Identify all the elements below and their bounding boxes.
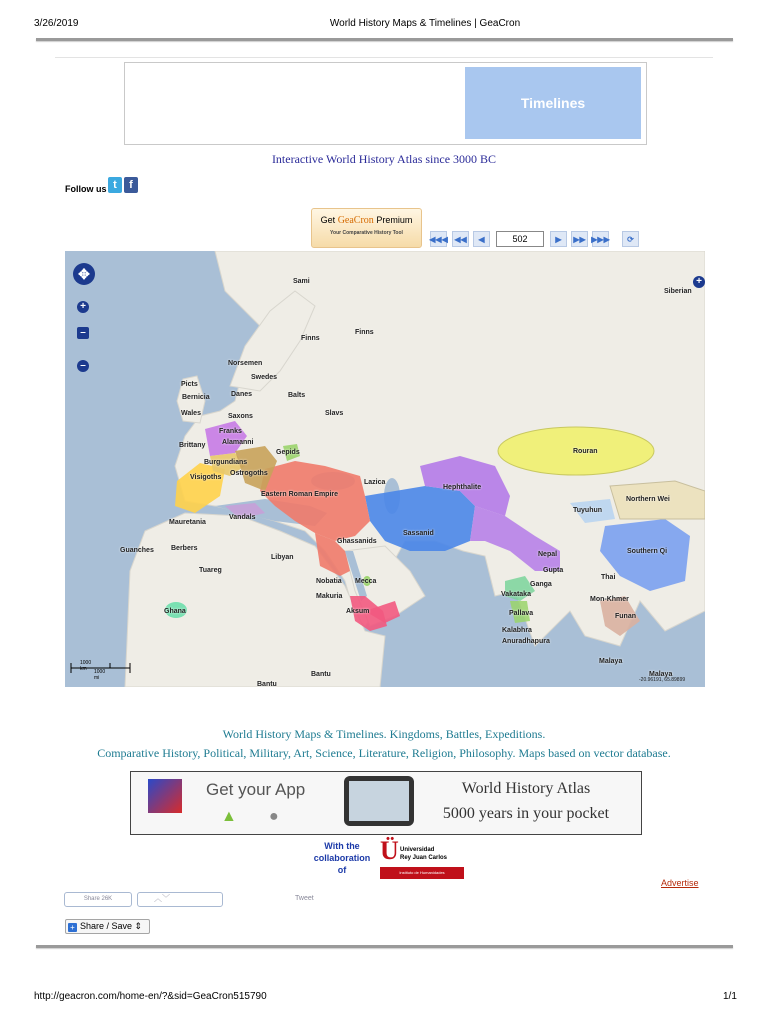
- map-label: Anuradhapura: [502, 638, 550, 645]
- map-label: Norsemen: [228, 360, 263, 367]
- urjc-line1: Universidad: [400, 847, 435, 853]
- map-label: Danes: [231, 391, 253, 398]
- map-label: Slavs: [325, 410, 344, 417]
- premium-get: Get: [320, 215, 336, 225]
- map-label: Mon-Khmer: [590, 596, 629, 603]
- map-label: Gupta: [543, 567, 564, 574]
- map-svg: [65, 251, 705, 687]
- premium-word: Premium: [376, 215, 413, 225]
- follow-us-label: Follow us: [65, 184, 107, 194]
- map-label: Finns: [301, 335, 320, 342]
- map-label: Funan: [615, 613, 636, 620]
- map-label: Picts: [181, 381, 198, 388]
- vote-arrows-icon[interactable]: ︿﹀: [154, 894, 170, 903]
- print-page: 1/1: [723, 991, 737, 1002]
- share-plus-icon: +: [68, 923, 77, 932]
- map-label: Vakataka: [501, 591, 531, 598]
- map-coordinates: -20.96191, 65.89899: [639, 677, 686, 683]
- map-label: Tuareg: [199, 567, 222, 574]
- year-input[interactable]: 502: [496, 231, 544, 247]
- urjc-logo[interactable]: [380, 836, 464, 880]
- facebook-icon[interactable]: f: [124, 177, 138, 193]
- map-label: Northern Wei: [626, 496, 670, 503]
- subtitle-secondary: Comparative History, Political, Military, Art, Science, Literature, Religion, Philosophy. Maps based on vector database.: [97, 746, 671, 760]
- map-label: Mauretania: [169, 519, 206, 526]
- expand-map-icon[interactable]: +: [693, 276, 705, 288]
- map-label: Eastern Roman Empire: [261, 491, 339, 498]
- map-label: Makuria: [316, 593, 343, 600]
- share-save-button[interactable]: [65, 919, 150, 934]
- app-icon: [148, 779, 182, 813]
- map-label: Malaya: [649, 671, 673, 678]
- print-title: World History Maps & Timelines | GeaCron: [329, 18, 521, 29]
- print-url: http://geacron.com/home-en/?&sid=GeaCron515790: [34, 991, 267, 1002]
- share-button[interactable]: Share 26K: [64, 892, 132, 907]
- advertise-link[interactable]: Advertise: [661, 878, 699, 888]
- urjc-institute: Instituto de Humanidades: [380, 867, 464, 879]
- step-back-button[interactable]: ◀: [473, 231, 490, 247]
- map-label: Mecca: [355, 578, 377, 585]
- map-label: Visigoths: [190, 474, 222, 481]
- map-label: Swedes: [251, 374, 278, 381]
- map-label: Aksum: [346, 608, 370, 615]
- map-label: Ganga: [530, 581, 552, 588]
- map-label: Brittany: [179, 442, 206, 449]
- zoom-out-button[interactable]: –: [77, 360, 89, 372]
- map-label: Berbers: [171, 545, 198, 552]
- map-label: Finns: [355, 329, 374, 336]
- premium-brand: GeaCron: [337, 215, 374, 226]
- forward-far-button[interactable]: ▶▶▶: [592, 231, 609, 247]
- refresh-button[interactable]: ⟳: [622, 231, 639, 247]
- scale-mi: 1000 mi: [94, 669, 106, 681]
- twitter-icon[interactable]: t: [108, 177, 122, 193]
- map-label: Vandals: [229, 514, 256, 521]
- map-label: Southern Qi: [627, 548, 668, 555]
- thin-divider: [55, 57, 713, 58]
- map-label: Tuyuhun: [573, 507, 603, 514]
- urjc-line2: Rey Juan Carlos: [400, 855, 448, 861]
- map-label: Bantu: [311, 671, 331, 678]
- map-label: Libyan: [271, 554, 294, 561]
- forward-button[interactable]: ▶▶: [571, 231, 588, 247]
- map-label: Guanches: [120, 547, 154, 554]
- map-label: Thai: [601, 574, 616, 581]
- map-label: Lazica: [364, 479, 386, 486]
- vote-widget[interactable]: [137, 892, 223, 907]
- premium-button[interactable]: [311, 208, 422, 248]
- map-label: Hephthalite: [443, 484, 482, 491]
- map-label: Wales: [181, 410, 201, 417]
- phone-screen: [349, 781, 409, 821]
- print-date: 3/26/2019: [34, 18, 79, 29]
- map-label: Ghassanids: [337, 538, 377, 545]
- tagline: Interactive World History Atlas since 3000 BC: [271, 152, 497, 166]
- subtitle-primary: World History Maps & Timelines. Kingdoms, Battles, Expeditions.: [222, 727, 546, 741]
- step-forward-button[interactable]: ▶: [550, 231, 567, 247]
- apple-icon[interactable]: ●: [269, 808, 279, 825]
- zoom-in-button[interactable]: +: [77, 301, 89, 313]
- android-icon[interactable]: ▲: [221, 808, 237, 825]
- bottom-divider: [36, 945, 733, 948]
- map-label: Kalabhra: [502, 627, 532, 634]
- map-label: Balts: [288, 392, 306, 399]
- map-label: Nobatia: [316, 578, 342, 585]
- map-label: Alamanni: [222, 439, 254, 446]
- map-label: Pallava: [509, 610, 534, 617]
- zoom-slider-icon[interactable]: –: [77, 327, 89, 339]
- map-label: Franks: [219, 428, 242, 435]
- map-label: Bernicia: [182, 394, 210, 401]
- map-label: Bantu: [257, 681, 277, 687]
- tweet-button[interactable]: Tweet: [295, 895, 314, 902]
- map-label: Nepal: [538, 551, 558, 558]
- scale-km: 1000 km: [80, 660, 92, 672]
- pan-control-icon[interactable]: ✥: [73, 263, 95, 285]
- map-label: Gepids: [276, 449, 300, 456]
- phone-image: [344, 776, 414, 826]
- get-app-text: Get your App: [206, 780, 306, 799]
- rewind-far-button[interactable]: ◀◀◀: [430, 231, 447, 247]
- share-save-label: Share / Save ⇕: [80, 921, 143, 931]
- map-label: Ghana: [164, 608, 186, 615]
- history-map[interactable]: [65, 251, 705, 687]
- map-label: Siberian: [664, 288, 692, 295]
- app-banner[interactable]: [130, 771, 642, 835]
- timelines-button[interactable]: Timelines: [465, 67, 641, 139]
- map-label: Saxons: [228, 413, 253, 420]
- map-label: Malaya: [599, 658, 623, 665]
- map-label: Sassanid: [403, 530, 434, 537]
- urjc-u-icon: Ü: [380, 836, 399, 865]
- map-label: Burgundians: [204, 459, 248, 466]
- top-divider: [36, 38, 733, 41]
- rewind-button[interactable]: ◀◀: [452, 231, 469, 247]
- collaboration-text: With the collaboration of: [313, 841, 371, 875]
- atlas-title: World History Atlas: [461, 780, 591, 797]
- map-label: Rouran: [573, 448, 598, 455]
- atlas-subtitle: 5000 years in your pocket: [442, 805, 610, 822]
- map-label: Sami: [293, 278, 310, 285]
- premium-subtitle: Your Comparative History Tool: [330, 230, 403, 236]
- map-label: Ostrogoths: [230, 470, 268, 477]
